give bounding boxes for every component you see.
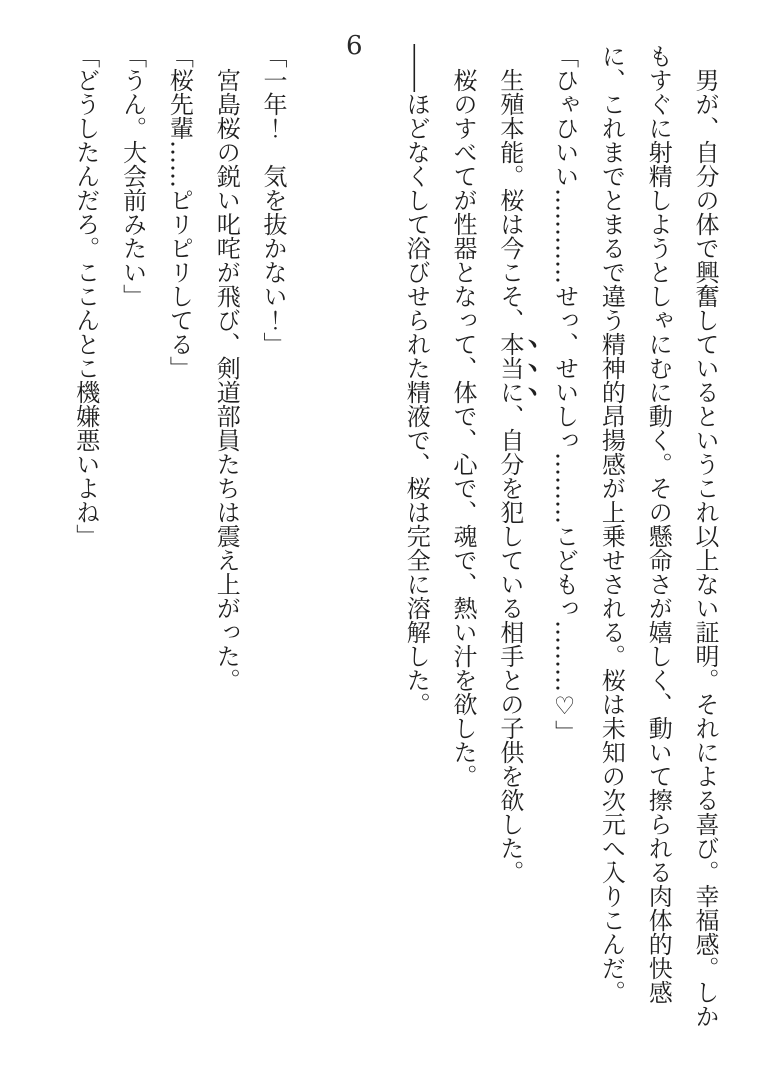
text-block-right — [392, 44, 728, 1028]
paragraph-narration: 桜のすべてが性器となって、体で、心で、魂で、熱い汁を欲した。 — [449, 68, 478, 788]
paragraph-dialogue: 「ひゃひいい…………せっ、せいしっ………こどもっ………♡」 — [550, 44, 579, 744]
paragraph-dialogue: 「うん。大会前みたい」 — [118, 44, 147, 308]
paragraph-dialogue: 「一年！ 気を抜かない！」 — [258, 44, 287, 356]
paragraph-segment-emphasis: 本当に — [495, 332, 524, 404]
paragraph-dialogue: 「どうしたんだろ。ここんとこ機嫌悪いよね」 — [71, 44, 100, 548]
text-block-left — [62, 44, 296, 1028]
paragraph-narration-dash: ――ほどなくして浴びせられた精液で、桜は完全に溶解した。 — [402, 44, 431, 716]
paragraph-segment-post: 、自分を犯している相手との子供を欲した。 — [495, 404, 524, 884]
paragraph-dialogue: 「桜先輩……ピリピリしてる」 — [165, 44, 194, 380]
paragraph-narration: 宮島桜の鋭い叱咤が飛び、剣道部員たちは震え上がった。 — [212, 68, 241, 692]
paragraph-narration: 男が、自分の体で興奮しているというこれ以上ない証明。それによる喜び。幸福感。しかもすぐに射精しようとしゃにむに動く。その懸命さが嬉しく、動いて擦られる肉体的快感に、これまでとまるで違う精神的昂揚感が上乗せされる。桜は未知の次元へ入りこんだ。 — [597, 44, 719, 1028]
paragraph-segment-pre: 生殖本能。桜は今こそ、 — [495, 68, 524, 332]
page-number: 6 — [346, 31, 363, 61]
paragraph-narration-emphasized — [486, 44, 541, 1028]
